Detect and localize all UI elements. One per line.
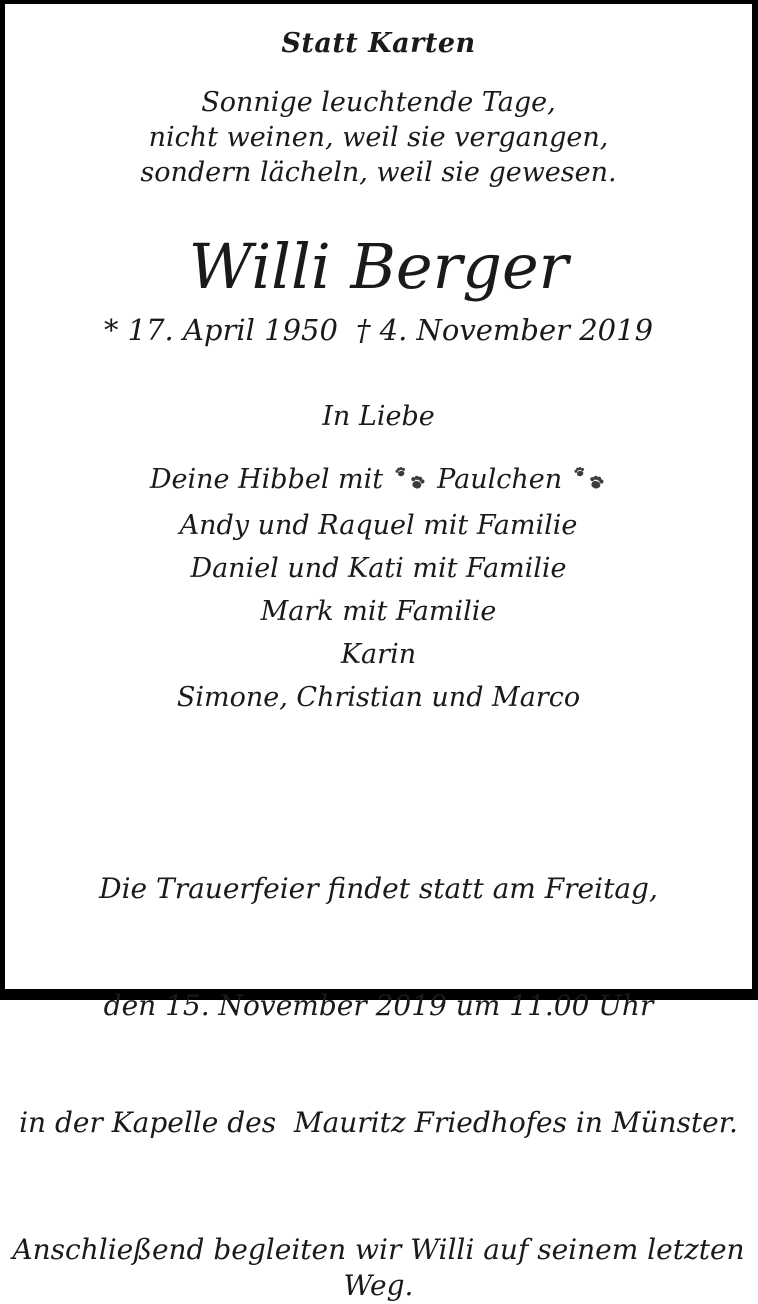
life-dates	[5, 312, 752, 348]
closing-line: Anschließend begleiten wir Willi auf seinem letzten Weg.	[12, 1233, 745, 1302]
header-statt-karten: Statt Karten	[281, 28, 476, 59]
funeral-line: den 15. November 2019 um 11.00 Uhr	[103, 989, 654, 1022]
mourner-line: Andy und Raquel mit Familie	[179, 510, 578, 541]
mourner-line: Simone, Christian und Marco	[176, 682, 581, 713]
poem	[5, 85, 752, 190]
mourner-line: Mark mit Familie	[260, 596, 497, 627]
funeral-line: in der Kapelle des Mauritz Friedhofes in Münster.	[19, 1106, 738, 1139]
birth-date: * 17. April 1950	[103, 313, 338, 347]
salutation: In Liebe	[322, 401, 435, 432]
poem-line: Sonnige leuchtende Tage,	[201, 87, 556, 118]
mourner-first-suffix: Paulchen	[437, 464, 563, 495]
poem-line: nicht weinen, weil sie vergangen,	[148, 122, 609, 153]
mourner-line: Karin	[340, 639, 417, 670]
funeral-details	[5, 791, 752, 1220]
paw-prints-icon	[392, 463, 428, 497]
deceased-name: Willi Berger	[188, 230, 569, 303]
mourner-first-prefix: Deine Hibbel mit	[149, 464, 384, 495]
mourner-line-first	[5, 460, 752, 500]
paw-prints-icon	[571, 463, 607, 497]
mourner-line: Daniel und Kati mit Familie	[190, 553, 567, 584]
poem-line: sondern lächeln, weil sie gewesen.	[140, 157, 617, 188]
death-date: † 4. November 2019	[355, 313, 654, 347]
mourner-list	[5, 504, 752, 719]
funeral-line: Die Trauerfeier findet statt am Freitag,	[99, 872, 658, 905]
